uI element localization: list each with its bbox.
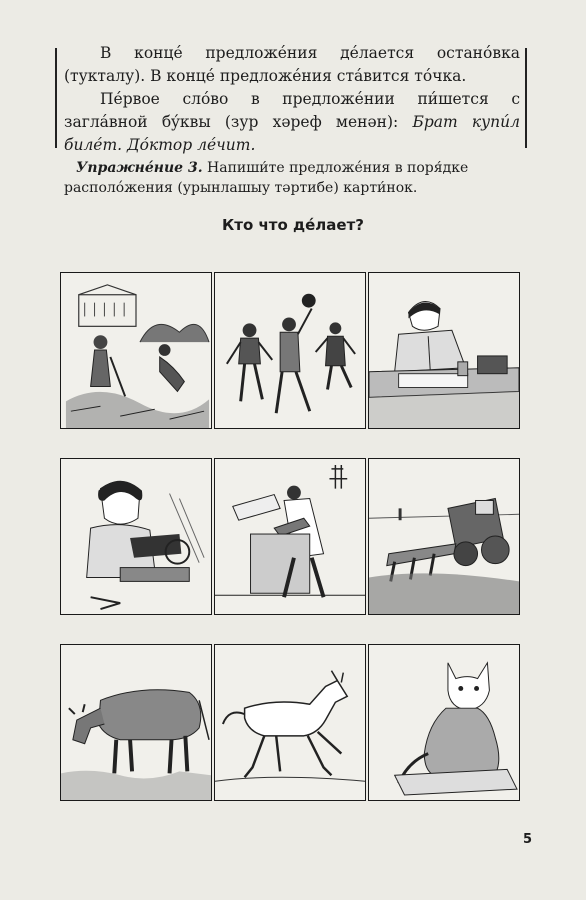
- picture-cat: [368, 644, 520, 801]
- rule-right-bar: [525, 48, 527, 148]
- picture-cow: [60, 644, 212, 801]
- boy-drawing-icon: [369, 273, 519, 428]
- exercise-text: Напиши́те предложéния в поря́дке располóжения (урынлашыу тәртибе) карти́нок.: [64, 160, 469, 196]
- rule-paragraph-2: [64, 88, 520, 157]
- picture-ball-game: [214, 272, 366, 429]
- picture-tractor: [368, 458, 520, 615]
- people-digging-icon: [61, 273, 211, 428]
- carpenter-planing-icon: [215, 459, 365, 614]
- rule-example: Брат купи́л билéт. Дóктор лéчит.: [64, 113, 520, 154]
- picture-girl-sewing: [60, 458, 212, 615]
- foal-running-icon: [215, 645, 365, 800]
- picture-foal: [214, 644, 366, 801]
- rule-paragraph-2-text: Пéрвое слóво в предложéнии пи́шется с заглáвной бýквы (зур хәреф менән):: [64, 90, 520, 131]
- cow-grazing-icon: [61, 645, 211, 800]
- picture-carpenter: [214, 458, 366, 615]
- grammar-rules: [64, 42, 520, 157]
- cat-sitting-icon: [369, 645, 519, 800]
- girl-sewing-machine-icon: [61, 459, 211, 614]
- rule-paragraph-1: В концé предложéния дéлается останóвка (тукталу). В концé предложéния стáвится тóчка.: [64, 44, 520, 85]
- boys-playing-ball-icon: [215, 273, 365, 428]
- page-number: 5: [522, 832, 532, 847]
- picture-farm-work: [60, 272, 212, 429]
- rule-left-bar: [55, 48, 57, 148]
- section-title: Кто что дéлает?: [222, 216, 364, 234]
- picture-grid: [60, 272, 520, 802]
- tractor-plough-icon: [369, 459, 519, 614]
- exercise-instruction: [64, 158, 524, 198]
- exercise-number: Упражнéние 3.: [76, 160, 203, 176]
- picture-boy-drawing: [368, 272, 520, 429]
